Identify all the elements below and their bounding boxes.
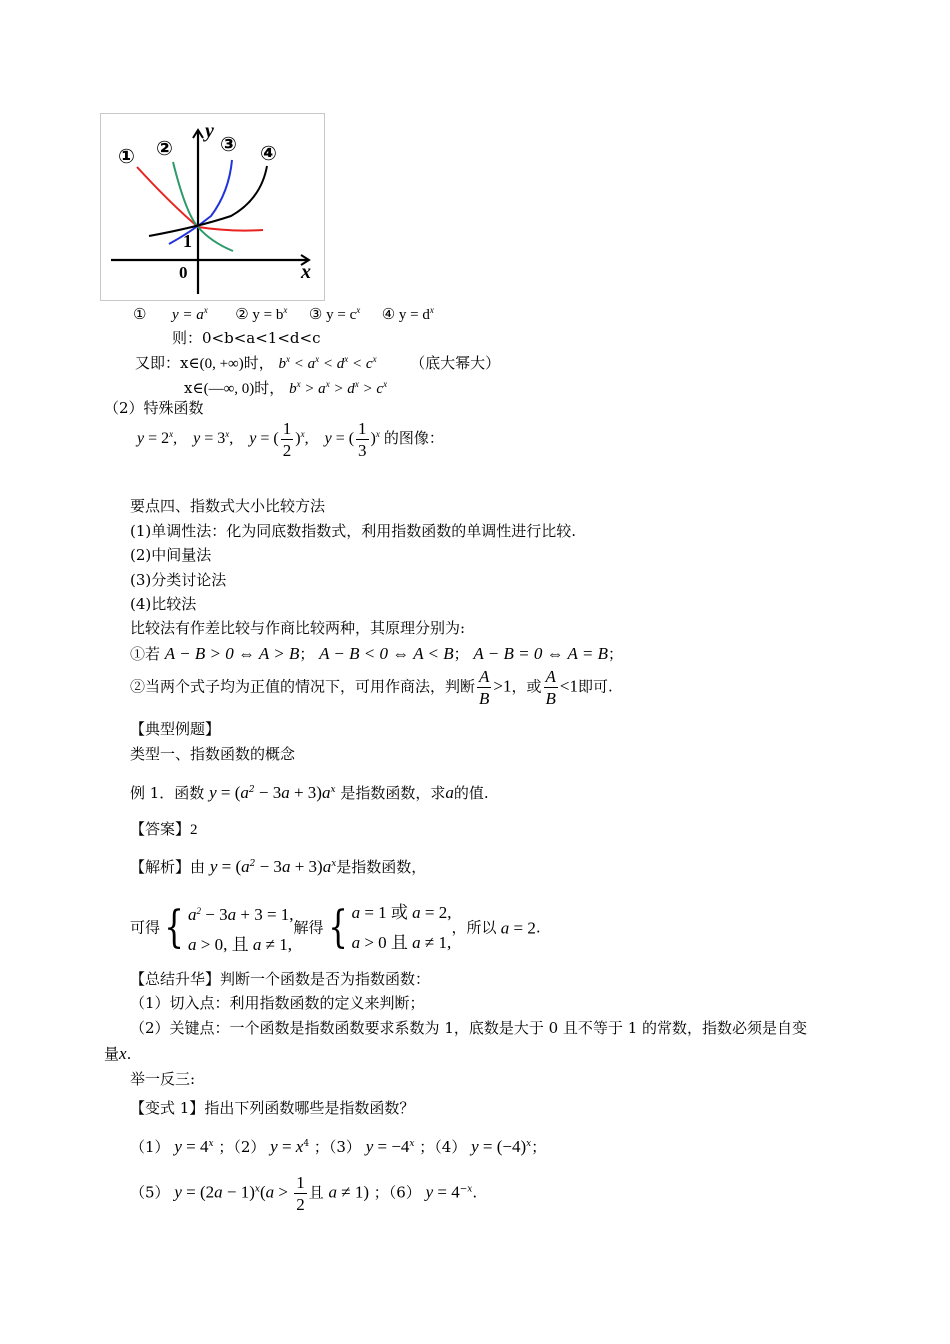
l4-when: 时，: [254, 379, 285, 397]
curve-label-4: ④: [260, 141, 277, 165]
l4-prefix: x∈: [184, 379, 204, 397]
method-2: (2)中间量法: [130, 546, 212, 564]
summary-line: [130, 972, 430, 987]
y-axis-label: y: [205, 120, 214, 142]
variant-1-line: [130, 1101, 414, 1116]
ex1-mid: 是指数函数，求: [340, 784, 446, 802]
order-line: 则：0<b<a<1<d<c: [172, 329, 321, 347]
example-1: 例 1．函数 $y = (a^2 - 3a + 3)a^x$ 是指数函数，求a的值.: [130, 783, 489, 802]
curve-2-bx: [173, 162, 233, 251]
summary-point-1: （1）切入点：利用指数函数的定义来判断；: [130, 994, 425, 1012]
l6-tail: 的图像：: [383, 429, 444, 448]
item-1-num: （1）: [130, 1138, 170, 1156]
quotient-rule: ②当两个式子均为正值的情况下，可用作商法，判断 $\frac{A}{B}$ >1，或 $\frac{A}{B}$ <1即可.: [130, 667, 613, 708]
curve-1-ax: [137, 167, 263, 231]
item-5-num: （5）: [130, 1183, 170, 1202]
one-label: 1: [183, 231, 192, 251]
sol2-tail: ，所以: [451, 918, 497, 937]
r2-mid: ，或: [511, 677, 542, 696]
curve-label-1: ①: [118, 144, 135, 168]
exponential-graph-figure: [100, 113, 325, 301]
eq-cx: ③ y = c: [308, 307, 357, 323]
answer-value: 2: [190, 822, 198, 838]
item-2-num: ；（2）: [218, 1138, 266, 1156]
solution-b: 是指数函数，: [336, 858, 427, 876]
positive-interval-line: 又即：x∈(0, +∞)时， $b^x < a^x < d^x < c^x$ （底大幂大）: [135, 354, 501, 372]
type-one-heading: 类型一、指数函数的概念: [130, 745, 296, 763]
answer-label: 【答案】: [130, 820, 191, 838]
l3-note: （底大幂大）: [410, 354, 501, 372]
summary-point-2-cont: 量x.: [104, 1044, 132, 1063]
typical-examples-heading: 【典型例题】: [130, 720, 221, 738]
r2-prefix: ②当两个式子均为正值的情况下，可用作商法，判断: [130, 677, 476, 696]
difference-rule: ①若 A − B > 0 ⇔ A > B； A − B < 0 ⇔ A < B； A − B = 0 ⇔ A = B；: [130, 644, 623, 663]
negative-interval-line: x∈(—∞, 0)时， $b^x > a^x > d^x > c^x$: [184, 379, 388, 397]
variant-items-row-1: （1） $y = 4^x$ ；（2） $y = x^4$ ；（3） $y = -4^x$ ；（4） $y = (-4)^x$；: [130, 1137, 547, 1156]
answer-line: [130, 822, 198, 838]
solution-system-line: 可得{ $a^2 - 3a + 3 = 1$, a > 0, 且 a ≠ 1,解得{ a = 1 或 a = 2, a > 0 且 a ≠ 1,，所以 a = 2.: [130, 902, 541, 954]
x-axis-label: x: [301, 261, 311, 283]
curve-equations-line: ① $y = a^x$ ② $y = b^x$ ③ $y = c^x$ ④ $y = d^x$: [133, 305, 434, 323]
variant-label: 【变式 1】: [130, 1099, 205, 1117]
eq-ax: y = a: [171, 307, 204, 323]
summary-text: 判断一个函数是否为指数函数：: [220, 970, 431, 988]
solution-a: 由: [190, 858, 206, 876]
item-3-num: ；（3）: [313, 1138, 361, 1156]
exponential-curves-svg: [101, 114, 324, 300]
item-4-num: ；（4）: [419, 1138, 467, 1156]
l3-when: 时，: [243, 354, 274, 372]
r2-tail: 即可.: [578, 677, 613, 696]
solution-line: 【解析】由 $y = (a^2 - 3a + 3)a^x$是指数函数，: [130, 857, 427, 876]
practice-heading: 举一反三:: [130, 1070, 196, 1088]
curve-3-cx: [169, 160, 232, 244]
ex1-tail: 的值.: [453, 784, 489, 802]
method-4-desc: 比较法有作差比较与作商比较两种，其原理分别为:: [130, 619, 466, 637]
l4-interval: (—∞, 0): [203, 381, 255, 397]
curve-4-dx: [149, 166, 267, 236]
method-1: (1)单调性法：化为同底数指数式，利用指数函数的单调性进行比较.: [130, 522, 577, 540]
summary-point-2: （2）关键点：一个函数是指数函数要求系数为 1，底数是大于 0 且不等于 1 的常数，指数必须是自变: [130, 1019, 808, 1037]
sol2-prefix: 可得: [130, 918, 161, 937]
method-3: (3)分类讨论法: [130, 571, 227, 589]
variant-items-row-2: （5） $y = (2a - 1)^x(a$ > $\frac{1}{2}$ 且 a ≠ 1) ；（6） $y = 4^{-x}$.: [130, 1173, 478, 1214]
summary-3-text: 量: [104, 1045, 120, 1063]
curve-label-3: ③: [220, 132, 237, 156]
variant-text: 指出下列函数哪些是指数函数？: [204, 1099, 415, 1117]
l3-interval: (0, +∞): [199, 356, 244, 372]
summary-label: 【总结升华】: [130, 970, 221, 988]
item-6-num: ；（6）: [373, 1183, 421, 1202]
eq-dx: ④ y = d: [381, 307, 430, 323]
eq-bx: ② y = b: [235, 307, 284, 323]
special-functions-heading: （2）特殊函数: [104, 399, 204, 417]
method-4: (4)比较法: [130, 595, 197, 613]
r1-prefix: ①若: [130, 645, 161, 663]
l1-prefix: ①: [133, 307, 147, 323]
special-functions-line: $y = 2^x$, $y = 3^x$, y = ( $\frac{1}{2}$ )$^x$, y = ( $\frac{1}{3}$ )$^x$ 的图像：: [137, 419, 444, 460]
ex1-prefix: 例 1．函数: [130, 784, 205, 802]
curve-label-2: ②: [156, 136, 173, 160]
section-four-heading: 要点四、指数式大小比较方法: [130, 497, 326, 515]
sol2-mid: 解得: [293, 918, 324, 937]
origin-label: 0: [179, 263, 188, 282]
solution-label: 【解析】: [130, 858, 191, 876]
l3-prefix: 又即：x∈: [135, 354, 200, 372]
